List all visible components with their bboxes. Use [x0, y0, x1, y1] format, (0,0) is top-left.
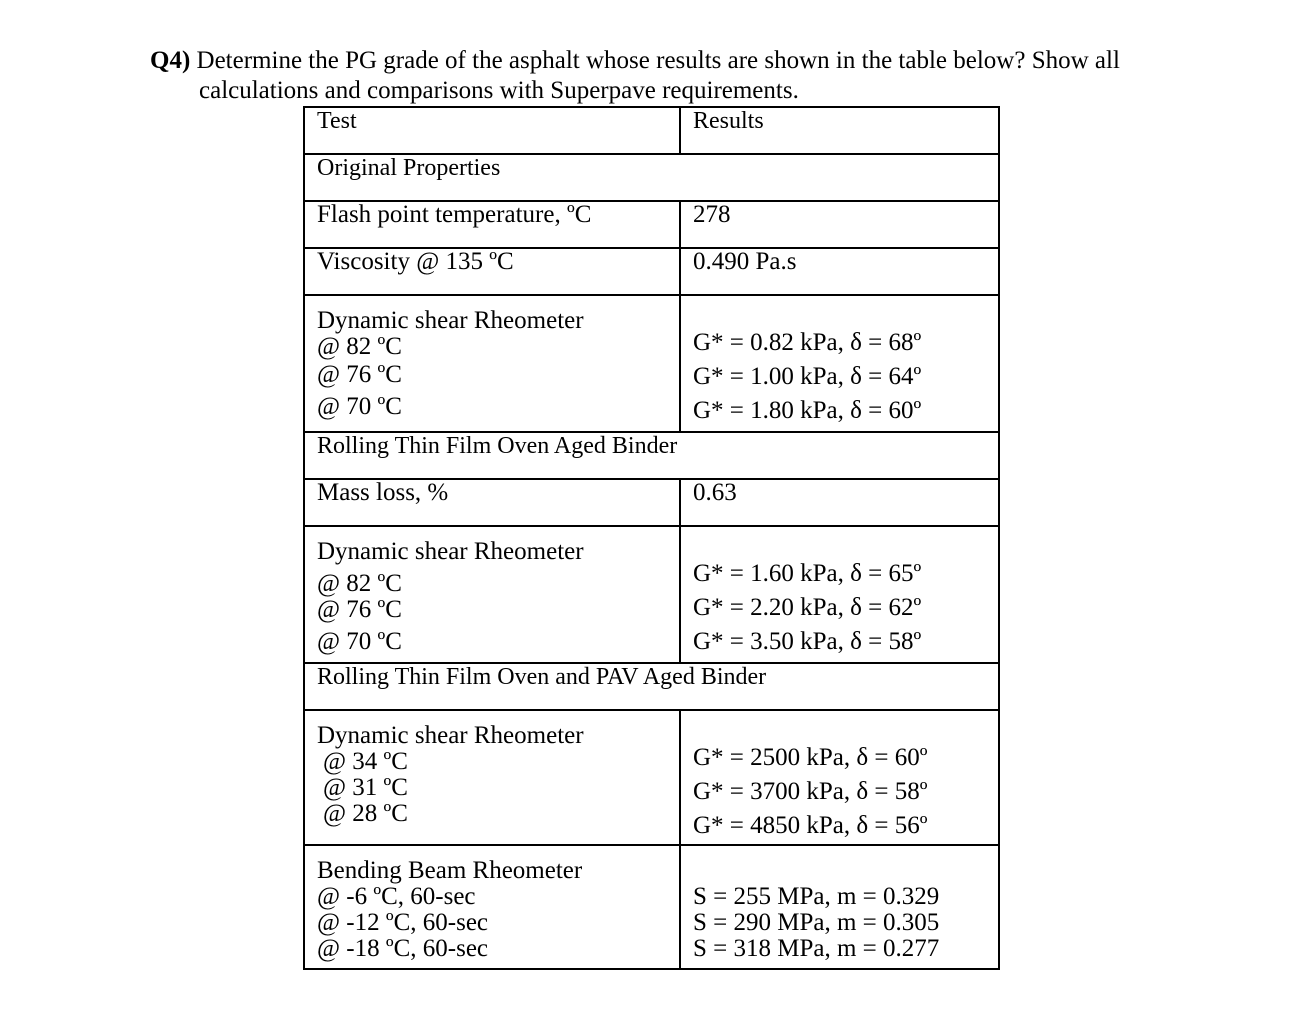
header-results: Results: [680, 107, 999, 154]
question-number: Q4): [150, 47, 191, 74]
rtfo-dsr-temp: @ 82 ºC: [317, 570, 402, 597]
pav-dsr-temp: @ 31 ºC: [323, 774, 408, 801]
original-dsr-temp: @ 82 ºC: [317, 333, 402, 360]
rtfo-dsr-values-cell: [680, 526, 999, 663]
original-dsr-value: G* = 0.82 kPa, δ = 68º: [693, 329, 922, 356]
bbr-temp: @ -18 ºC, 60-sec: [317, 935, 489, 962]
pav-dsr-value: G* = 3700 kPa, δ = 58º: [693, 778, 928, 805]
rtfo-dsr-temp: @ 76 ºC: [317, 596, 402, 623]
bbr-value: S = 255 MPa, m = 0.329: [693, 883, 940, 910]
original-dsr-temp: @ 76 ºC: [317, 361, 402, 388]
flash-point-value: 278: [680, 201, 999, 248]
original-dsr-temp: @ 70 ºC: [317, 393, 402, 420]
section-pav-title: Rolling Thin Film Oven and PAV Aged Binder: [304, 663, 999, 710]
pav-dsr-value: G* = 4850 kPa, δ = 56º: [693, 812, 928, 839]
table-row: [304, 526, 999, 663]
table-row: [304, 845, 999, 969]
section-rtfo-title: Rolling Thin Film Oven Aged Binder: [304, 432, 999, 479]
section-row: [304, 432, 999, 479]
question-line-1: Determine the PG grade of the asphalt whose results are shown in the table below? Show all: [196, 47, 1120, 74]
pav-dsr-label-cell: [304, 710, 680, 845]
table-header-row: [304, 107, 999, 154]
table-row: [304, 295, 999, 432]
bbr-value: S = 290 MPa, m = 0.305: [693, 909, 940, 936]
section-row: [304, 663, 999, 710]
section-row: [304, 154, 999, 201]
pav-dsr-values-cell: [680, 710, 999, 845]
rtfo-dsr-label: Dynamic shear Rheometer: [317, 538, 584, 565]
bbr-temp: @ -12 ºC, 60-sec: [317, 909, 489, 936]
bbr-label-cell: [304, 845, 680, 969]
bbr-label: Bending Beam Rheometer: [317, 857, 583, 884]
pav-dsr-label: Dynamic shear Rheometer: [317, 722, 584, 749]
rtfo-dsr-temp: @ 70 ºC: [317, 628, 402, 655]
pav-dsr-temp: @ 28 ºC: [323, 800, 408, 827]
mass-loss-value: 0.63: [680, 479, 999, 526]
original-dsr-value: G* = 1.80 kPa, δ = 60º: [693, 397, 922, 424]
table-row: [304, 710, 999, 845]
original-dsr-label-cell: [304, 295, 680, 432]
pav-dsr-temp: @ 34 ºC: [323, 748, 408, 775]
viscosity-label: Viscosity @ 135 ºC: [304, 248, 680, 295]
flash-point-label: Flash point temperature, ºC: [304, 201, 680, 248]
pav-dsr-value: G* = 2500 kPa, δ = 60º: [693, 744, 928, 771]
question-text: [150, 46, 1170, 106]
original-dsr-label: Dynamic shear Rheometer: [317, 307, 584, 334]
question-line-2: calculations and comparisons with Superpave requirements.: [199, 77, 799, 104]
viscosity-value: 0.490 Pa.s: [680, 248, 999, 295]
bbr-temp: @ -6 ºC, 60-sec: [317, 883, 476, 910]
rtfo-dsr-label-cell: [304, 526, 680, 663]
bbr-values-cell: [680, 845, 999, 969]
section-original-title: Original Properties: [304, 154, 999, 201]
rtfo-dsr-value: G* = 1.60 kPa, δ = 65º: [693, 560, 922, 587]
original-dsr-values-cell: [680, 295, 999, 432]
table-row: [304, 201, 999, 248]
rtfo-dsr-value: G* = 3.50 kPa, δ = 58º: [693, 628, 922, 655]
results-table: [303, 106, 1000, 970]
header-test: Test: [304, 107, 680, 154]
rtfo-dsr-value: G* = 2.20 kPa, δ = 62º: [693, 594, 922, 621]
mass-loss-label: Mass loss, %: [304, 479, 680, 526]
table-row: [304, 248, 999, 295]
original-dsr-value: G* = 1.00 kPa, δ = 64º: [693, 363, 922, 390]
bbr-value: S = 318 MPa, m = 0.277: [693, 935, 940, 962]
table-row: [304, 479, 999, 526]
